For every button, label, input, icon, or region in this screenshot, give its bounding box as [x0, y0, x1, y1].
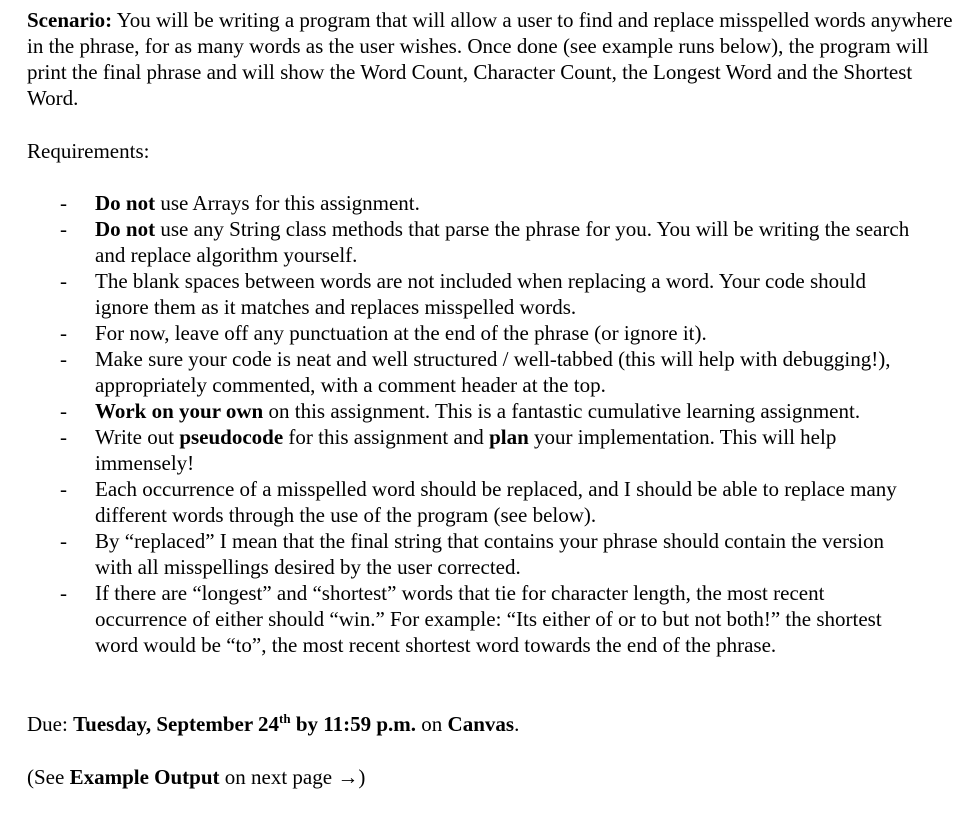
- item-text: your implementation. This will help immensely!: [95, 425, 837, 475]
- requirements-list: [0, 190, 972, 658]
- item-text: Write out: [95, 425, 180, 449]
- item-text: For now, leave off any punctuation at the end of the phrase (or ignore it).: [95, 321, 707, 345]
- due-date-line: [27, 711, 519, 737]
- item-bold: pseudocode: [179, 425, 284, 449]
- list-bullet: -: [60, 529, 67, 553]
- list-item: [0, 580, 915, 658]
- item-bold: Do not: [95, 191, 156, 215]
- due-on: on: [416, 712, 448, 736]
- scenario-paragraph: [27, 7, 957, 111]
- list-item: [0, 190, 915, 216]
- item-text: on this assignment. This is a fantastic cumulative learning assignment.: [263, 399, 861, 423]
- see-open: (See: [27, 765, 70, 789]
- list-bullet: -: [60, 347, 67, 371]
- list-bullet: -: [60, 581, 67, 605]
- item-text: If there are “longest” and “shortest” words that tie for character length, the most recent occurrence of either should “win.” For example: “Its either of or to but not both!” the shortest word would be “to”, the most recent shortest word towards the end of the phrase.: [95, 581, 882, 657]
- list-item: [0, 346, 915, 398]
- list-bullet: -: [60, 217, 67, 241]
- list-bullet: -: [60, 269, 67, 293]
- item-text: use any String class methods that parse the phrase for you. You will be writing the search and replace algorithm yourself.: [95, 217, 910, 267]
- requirements-heading: Requirements:: [27, 139, 150, 163]
- list-bullet: -: [60, 321, 67, 345]
- item-bold: Work on your own: [95, 399, 264, 423]
- list-item: [0, 320, 915, 346]
- see-bold: Example Output: [69, 765, 220, 789]
- item-text: By “replaced” I mean that the final string that contains your phrase should contain the version with all misspellings desired by the user corrected.: [95, 529, 885, 579]
- list-bullet: -: [60, 399, 67, 423]
- list-bullet: -: [60, 191, 67, 215]
- see-rest: on next page →): [219, 765, 366, 789]
- due-platform: Canvas: [447, 712, 515, 736]
- scenario-label: Scenario:: [27, 8, 113, 32]
- item-bold: plan: [489, 425, 529, 449]
- due-date-text: Tuesday, September 24: [73, 712, 280, 736]
- item-text: for this assignment and: [283, 425, 490, 449]
- list-item: [0, 398, 915, 424]
- item-bold: Do not: [95, 217, 156, 241]
- item-text: The blank spaces between words are not included when replacing a word. Your code should ignore them as it matches and replaces misspelled words.: [95, 269, 866, 319]
- list-item: [0, 528, 915, 580]
- list-bullet: -: [60, 425, 67, 449]
- due-period: .: [514, 712, 520, 736]
- due-label: Due:: [27, 712, 74, 736]
- due-time: by 11:59 p.m.: [290, 712, 417, 736]
- list-item: [0, 268, 915, 320]
- due-date-suffix: th: [279, 711, 291, 726]
- list-item: [0, 476, 915, 528]
- scenario-text: You will be writing a program that will allow a user to find and replace misspelled words anywhere in the phrase, for as many words as the user wishes. Once done (see example runs below), the program will print the final phrase and will show the Word Count, Character Count, the Longest Word and the Shortest Word.: [27, 8, 953, 110]
- due-date: [73, 712, 416, 736]
- item-text: Each occurrence of a misspelled word should be replaced, and I should be able to replace many different words through the use of the program (see below).: [95, 477, 897, 527]
- item-text: Make sure your code is neat and well structured / well-tabbed (this will help with debugging!), appropriately commented, with a comment header at the top.: [95, 347, 891, 397]
- list-item: [0, 424, 915, 476]
- see-example-line: [27, 764, 365, 790]
- item-text: use Arrays for this assignment.: [155, 191, 420, 215]
- list-item: [0, 216, 915, 268]
- list-bullet: -: [60, 477, 67, 501]
